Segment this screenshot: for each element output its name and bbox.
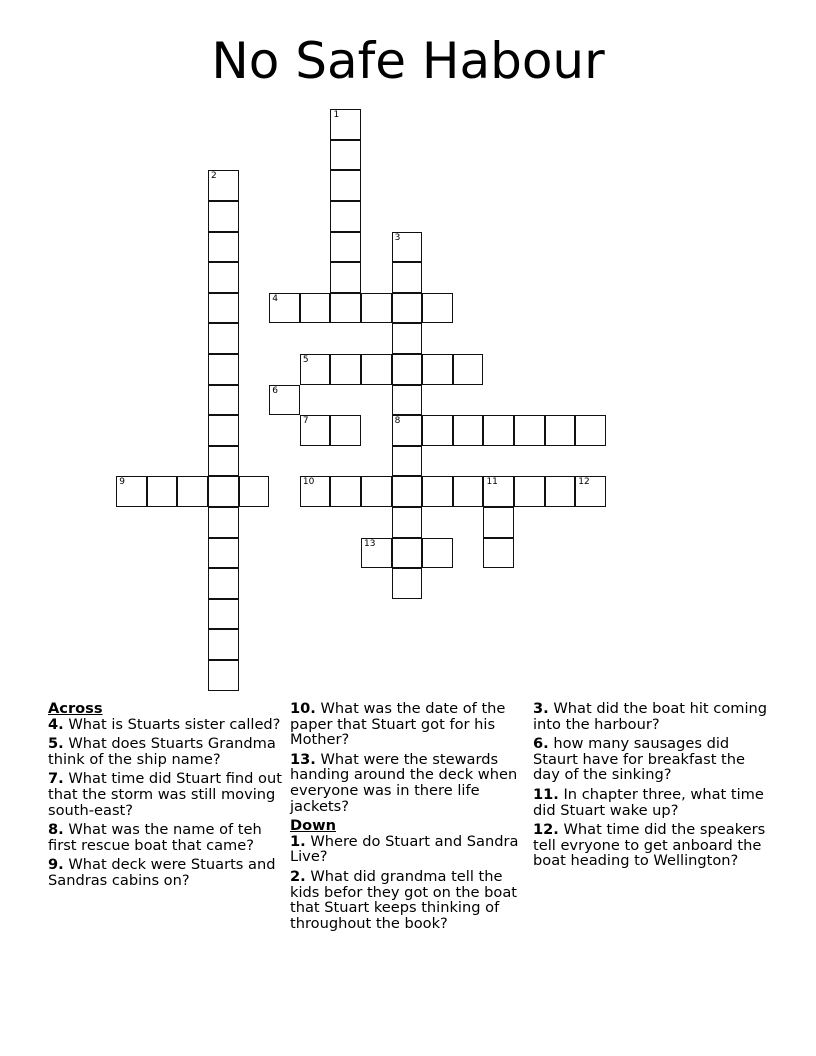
- grid-cell[interactable]: [392, 568, 423, 599]
- grid-cell[interactable]: [422, 476, 453, 507]
- clue-number: 4: [272, 293, 278, 304]
- grid-cell[interactable]: [300, 354, 331, 385]
- grid-cell[interactable]: [208, 201, 239, 232]
- grid-cell[interactable]: [208, 323, 239, 354]
- grid-cell[interactable]: [300, 476, 331, 507]
- grid-cell[interactable]: [208, 446, 239, 477]
- grid-cell[interactable]: [208, 538, 239, 569]
- clue-across-13: 13. What were the stewards handing around the deck when everyone was in there life jackets?: [290, 750, 518, 815]
- grid-cell[interactable]: [361, 293, 392, 324]
- grid-cell[interactable]: [330, 170, 361, 201]
- grid-cell[interactable]: [300, 293, 331, 324]
- grid-cell[interactable]: [392, 415, 423, 446]
- grid-cell[interactable]: [147, 476, 178, 507]
- clue-column-1: [48, 701, 286, 893]
- grid-cell[interactable]: [208, 415, 239, 446]
- grid-cell[interactable]: [422, 354, 453, 385]
- clue-number: 10: [302, 477, 315, 488]
- clue-across-5: 5. What does Stuarts Grandma think of the ship name?: [48, 735, 276, 768]
- clue-number: 9: [119, 477, 125, 488]
- clue-down-12: 12. What time did the speakers tell evryone to get anboard the boat heading to Wellington?: [533, 821, 766, 870]
- grid-cell[interactable]: [453, 476, 484, 507]
- grid-cell[interactable]: [453, 354, 484, 385]
- clue-across-7: 7. What time did Stuart find out that the storm was still moving south-east?: [48, 770, 282, 819]
- across-header: Across: [48, 700, 103, 717]
- clue-across-8: 8. What was the name of teh first rescue boat that came?: [48, 821, 262, 854]
- grid-cell[interactable]: [208, 354, 239, 385]
- grid-cell[interactable]: [575, 415, 606, 446]
- clue-down-1: 1. Where do Stuart and Sandra Live?: [290, 832, 519, 866]
- grid-cell[interactable]: [483, 538, 514, 569]
- grid-cell[interactable]: [392, 385, 423, 416]
- clue-across-9: 9. What deck were Stuarts and Sandras cabins on?: [48, 856, 276, 889]
- grid-cell[interactable]: [177, 476, 208, 507]
- grid-cell[interactable]: [269, 293, 300, 324]
- grid-cell[interactable]: [483, 476, 514, 507]
- grid-cell[interactable]: [392, 323, 423, 354]
- clue-number: 3: [394, 232, 401, 243]
- down-header: Down: [290, 817, 337, 835]
- grid-cell[interactable]: [545, 476, 576, 507]
- grid-cell[interactable]: [208, 507, 239, 538]
- grid-cell[interactable]: [208, 476, 239, 507]
- clue-column-2: [290, 701, 528, 935]
- grid-cell[interactable]: [392, 446, 423, 477]
- grid-cell[interactable]: [208, 599, 239, 630]
- clue-number: 11: [486, 477, 498, 488]
- grid-cell[interactable]: [392, 507, 423, 538]
- grid-cell[interactable]: [545, 415, 576, 446]
- grid-cell[interactable]: [208, 385, 239, 416]
- grid-cell[interactable]: [330, 415, 361, 446]
- grid-cell[interactable]: [330, 354, 361, 385]
- grid-cell[interactable]: [422, 415, 453, 446]
- clue-down-3: 3. What did the boat hit coming into the harbour?: [533, 700, 768, 733]
- grid-cell[interactable]: [208, 232, 239, 263]
- clue-across-4: 4. What is Stuarts sister called?: [48, 715, 281, 733]
- grid-cell[interactable]: [300, 415, 331, 446]
- clue-number: 5: [302, 355, 309, 366]
- grid-cell[interactable]: [208, 568, 239, 599]
- grid-cell[interactable]: [361, 476, 392, 507]
- grid-cell[interactable]: [392, 354, 423, 385]
- grid-cell[interactable]: [453, 415, 484, 446]
- grid-cell[interactable]: [361, 538, 392, 569]
- grid-cell[interactable]: [208, 660, 239, 691]
- clue-number: 13: [364, 538, 376, 549]
- grid-cell[interactable]: [422, 538, 453, 569]
- grid-cell[interactable]: [208, 262, 239, 293]
- grid-cell[interactable]: [208, 293, 239, 324]
- clue-down-6: 6. how many sausages did Staurt have for breakfast the day of the sinking?: [533, 735, 746, 784]
- clue-number: 1: [333, 110, 340, 121]
- grid-cell[interactable]: [514, 476, 545, 507]
- grid-cell[interactable]: [422, 293, 453, 324]
- grid-cell[interactable]: [392, 232, 423, 263]
- grid-cell[interactable]: [330, 293, 361, 324]
- grid-cell[interactable]: [330, 262, 361, 293]
- grid-cell[interactable]: [483, 507, 514, 538]
- grid-cell[interactable]: [392, 293, 423, 324]
- clue-number: 6: [272, 385, 278, 396]
- clue-number: 2: [211, 171, 217, 182]
- grid-cell[interactable]: [208, 629, 239, 660]
- clue-across-10: 10. What was the date of the paper that Stuart got for his Mother?: [290, 700, 506, 749]
- grid-cell[interactable]: [392, 476, 423, 507]
- grid-cell[interactable]: [392, 262, 423, 293]
- grid-cell[interactable]: [330, 109, 361, 140]
- grid-cell[interactable]: [392, 538, 423, 569]
- grid-cell[interactable]: [269, 385, 300, 416]
- clue-down-2: 2. What did grandma tell the kids befor they got on the boat that Stuart keeps thinking of throughout the book?: [290, 867, 518, 932]
- grid-cell[interactable]: [330, 232, 361, 263]
- grid-cell[interactable]: [239, 476, 270, 507]
- clue-number: 8: [394, 416, 401, 427]
- clue-down-11: 11. In chapter three, what time did Stuart wake up?: [533, 785, 764, 819]
- puzzle-title: No Safe Habour: [211, 32, 605, 90]
- grid-cell[interactable]: [361, 354, 392, 385]
- clue-number: 7: [302, 416, 309, 427]
- grid-cell[interactable]: [514, 415, 545, 446]
- grid-cell[interactable]: [330, 476, 361, 507]
- clue-column-3: [533, 701, 771, 873]
- grid-cell[interactable]: [116, 476, 147, 507]
- grid-cell[interactable]: [208, 170, 239, 201]
- grid-cell[interactable]: [330, 201, 361, 232]
- grid-cell[interactable]: [483, 415, 514, 446]
- grid-cell[interactable]: [575, 476, 606, 507]
- grid-cell[interactable]: [330, 140, 361, 171]
- clue-number: 12: [578, 477, 590, 488]
